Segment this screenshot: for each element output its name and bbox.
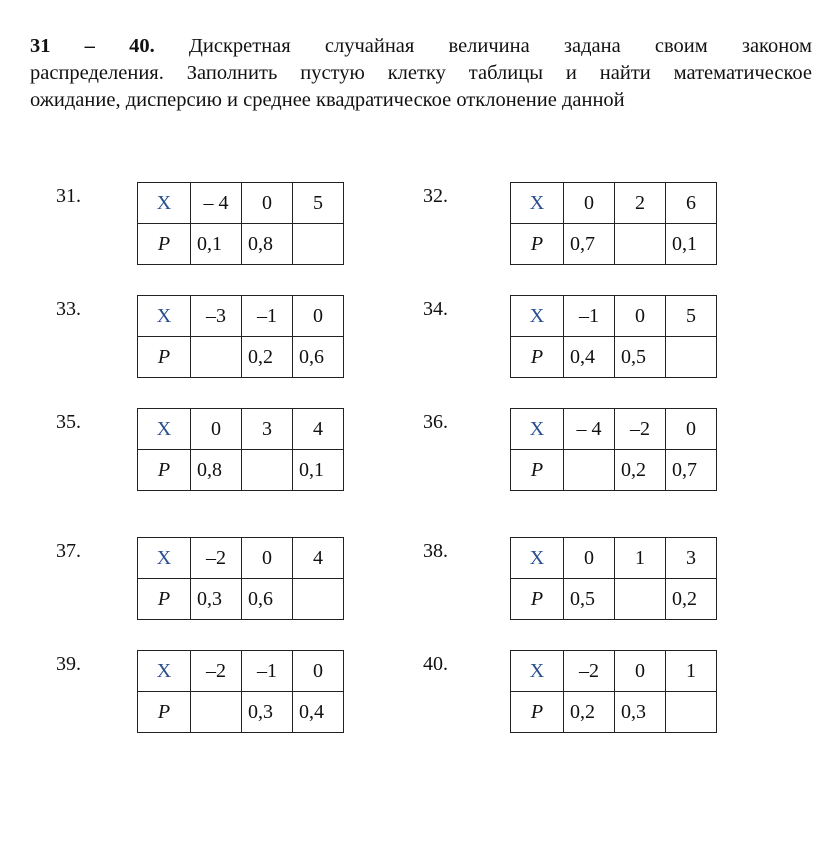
x-row-value: 4	[293, 538, 344, 579]
p-row-value: 0,3	[191, 579, 242, 620]
task-range: 31 – 40.	[30, 35, 155, 57]
x-row	[511, 296, 717, 337]
x-row-value: 1	[615, 538, 666, 579]
problem-number: 31.	[56, 185, 81, 207]
problem-number: 35.	[56, 411, 81, 433]
x-row	[138, 538, 344, 579]
problem-number: 40.	[423, 653, 448, 675]
p-row-label: P	[138, 450, 191, 491]
x-row-value: 3	[666, 538, 717, 579]
problem-number: 39.	[56, 653, 81, 675]
x-row-value: – 4	[564, 409, 615, 450]
empty-cell	[191, 337, 242, 378]
x-row-label: X	[511, 538, 564, 579]
distribution-table	[510, 537, 717, 620]
p-row-value: 0,6	[293, 337, 344, 378]
x-row-label: X	[511, 409, 564, 450]
p-row	[138, 579, 344, 620]
p-row-label: P	[511, 692, 564, 733]
x-row-value: 5	[666, 296, 717, 337]
p-row-value: 0,1	[666, 224, 717, 265]
empty-cell	[293, 224, 344, 265]
x-row-value: 4	[293, 409, 344, 450]
x-row	[138, 296, 344, 337]
p-row-label: P	[138, 692, 191, 733]
x-row-value: 2	[615, 183, 666, 224]
problem-number: 36.	[423, 411, 448, 433]
problem-number: 38.	[423, 540, 448, 562]
distribution-table	[510, 650, 717, 733]
p-row-label: P	[138, 337, 191, 378]
problem-number: 33.	[56, 298, 81, 320]
empty-cell	[242, 450, 293, 491]
p-row-value: 0,3	[242, 692, 293, 733]
distribution-table	[510, 182, 717, 265]
distribution-table	[510, 408, 717, 491]
empty-cell	[666, 337, 717, 378]
p-row-value: 0,5	[615, 337, 666, 378]
p-row-label: P	[138, 224, 191, 265]
x-row-value: 0	[564, 183, 615, 224]
x-row-value: –2	[564, 651, 615, 692]
distribution-table	[137, 650, 344, 733]
x-row-value: 0	[242, 183, 293, 224]
p-row-value: 0,2	[242, 337, 293, 378]
x-row-value: 6	[666, 183, 717, 224]
x-row-value: 0	[242, 538, 293, 579]
x-row-value: 3	[242, 409, 293, 450]
p-row	[138, 450, 344, 491]
x-row	[138, 651, 344, 692]
distribution-table	[137, 182, 344, 265]
x-row	[138, 183, 344, 224]
x-row-label: X	[511, 651, 564, 692]
x-row-value: 0	[293, 651, 344, 692]
x-row	[511, 538, 717, 579]
problem-number: 37.	[56, 540, 81, 562]
x-row-value: –2	[615, 409, 666, 450]
p-row-value: 0,1	[293, 450, 344, 491]
p-row	[511, 450, 717, 491]
p-row	[511, 224, 717, 265]
p-row-value: 0,2	[666, 579, 717, 620]
x-row-label: X	[138, 183, 191, 224]
task-line-1	[30, 33, 812, 60]
p-row-value: 0,2	[564, 692, 615, 733]
p-row	[138, 224, 344, 265]
distribution-table	[137, 537, 344, 620]
distribution-table	[137, 295, 344, 378]
distribution-table	[137, 408, 344, 491]
p-row-value: 0,8	[191, 450, 242, 491]
x-row-label: X	[138, 651, 191, 692]
p-row-value: 0,2	[615, 450, 666, 491]
x-row-value: 0	[615, 651, 666, 692]
p-row	[138, 337, 344, 378]
problem-number: 34.	[423, 298, 448, 320]
x-row-value: –2	[191, 651, 242, 692]
empty-cell	[666, 692, 717, 733]
task-statement	[30, 33, 812, 114]
p-row-value: 0,1	[191, 224, 242, 265]
x-row-value: 5	[293, 183, 344, 224]
x-row-value: –1	[242, 296, 293, 337]
empty-cell	[615, 224, 666, 265]
x-row-value: –2	[191, 538, 242, 579]
p-row-value: 0,6	[242, 579, 293, 620]
x-row	[511, 651, 717, 692]
p-row	[138, 692, 344, 733]
x-row	[511, 183, 717, 224]
x-row-value: 0	[615, 296, 666, 337]
x-row-value: 0	[293, 296, 344, 337]
x-row-value: –1	[242, 651, 293, 692]
task-line-2: распределения. Заполнить пустую клетку таблицы и найти математическое	[30, 62, 812, 84]
x-row-label: X	[138, 409, 191, 450]
x-row-value: – 4	[191, 183, 242, 224]
x-row-label: X	[511, 183, 564, 224]
x-row-label: X	[138, 296, 191, 337]
p-row-value: 0,7	[564, 224, 615, 265]
p-row-value: 0,4	[293, 692, 344, 733]
p-row-value: 0,7	[666, 450, 717, 491]
p-row-label: P	[138, 579, 191, 620]
p-row	[511, 337, 717, 378]
p-row	[511, 579, 717, 620]
p-row-label: P	[511, 224, 564, 265]
p-row-value: 0,3	[615, 692, 666, 733]
task-line-3: ожидание, дисперсию и среднее квадратическое отклонение данной	[30, 89, 625, 111]
x-row-label: X	[511, 296, 564, 337]
x-row	[511, 409, 717, 450]
x-row-value: –1	[564, 296, 615, 337]
p-row-label: P	[511, 450, 564, 491]
p-row-label: P	[511, 337, 564, 378]
p-row-value: 0,8	[242, 224, 293, 265]
x-row-value: 0	[666, 409, 717, 450]
p-row-label: P	[511, 579, 564, 620]
x-row	[138, 409, 344, 450]
task-text-1: Дискретная случайная величина задана своим законом	[188, 35, 813, 57]
empty-cell	[191, 692, 242, 733]
x-row-value: 0	[191, 409, 242, 450]
x-row-value: 1	[666, 651, 717, 692]
x-row-value: –3	[191, 296, 242, 337]
empty-cell	[615, 579, 666, 620]
p-row-value: 0,4	[564, 337, 615, 378]
problem-number: 32.	[423, 185, 448, 207]
p-row	[511, 692, 717, 733]
p-row-value: 0,5	[564, 579, 615, 620]
x-row-value: 0	[564, 538, 615, 579]
empty-cell	[564, 450, 615, 491]
empty-cell	[293, 579, 344, 620]
x-row-label: X	[138, 538, 191, 579]
distribution-table	[510, 295, 717, 378]
